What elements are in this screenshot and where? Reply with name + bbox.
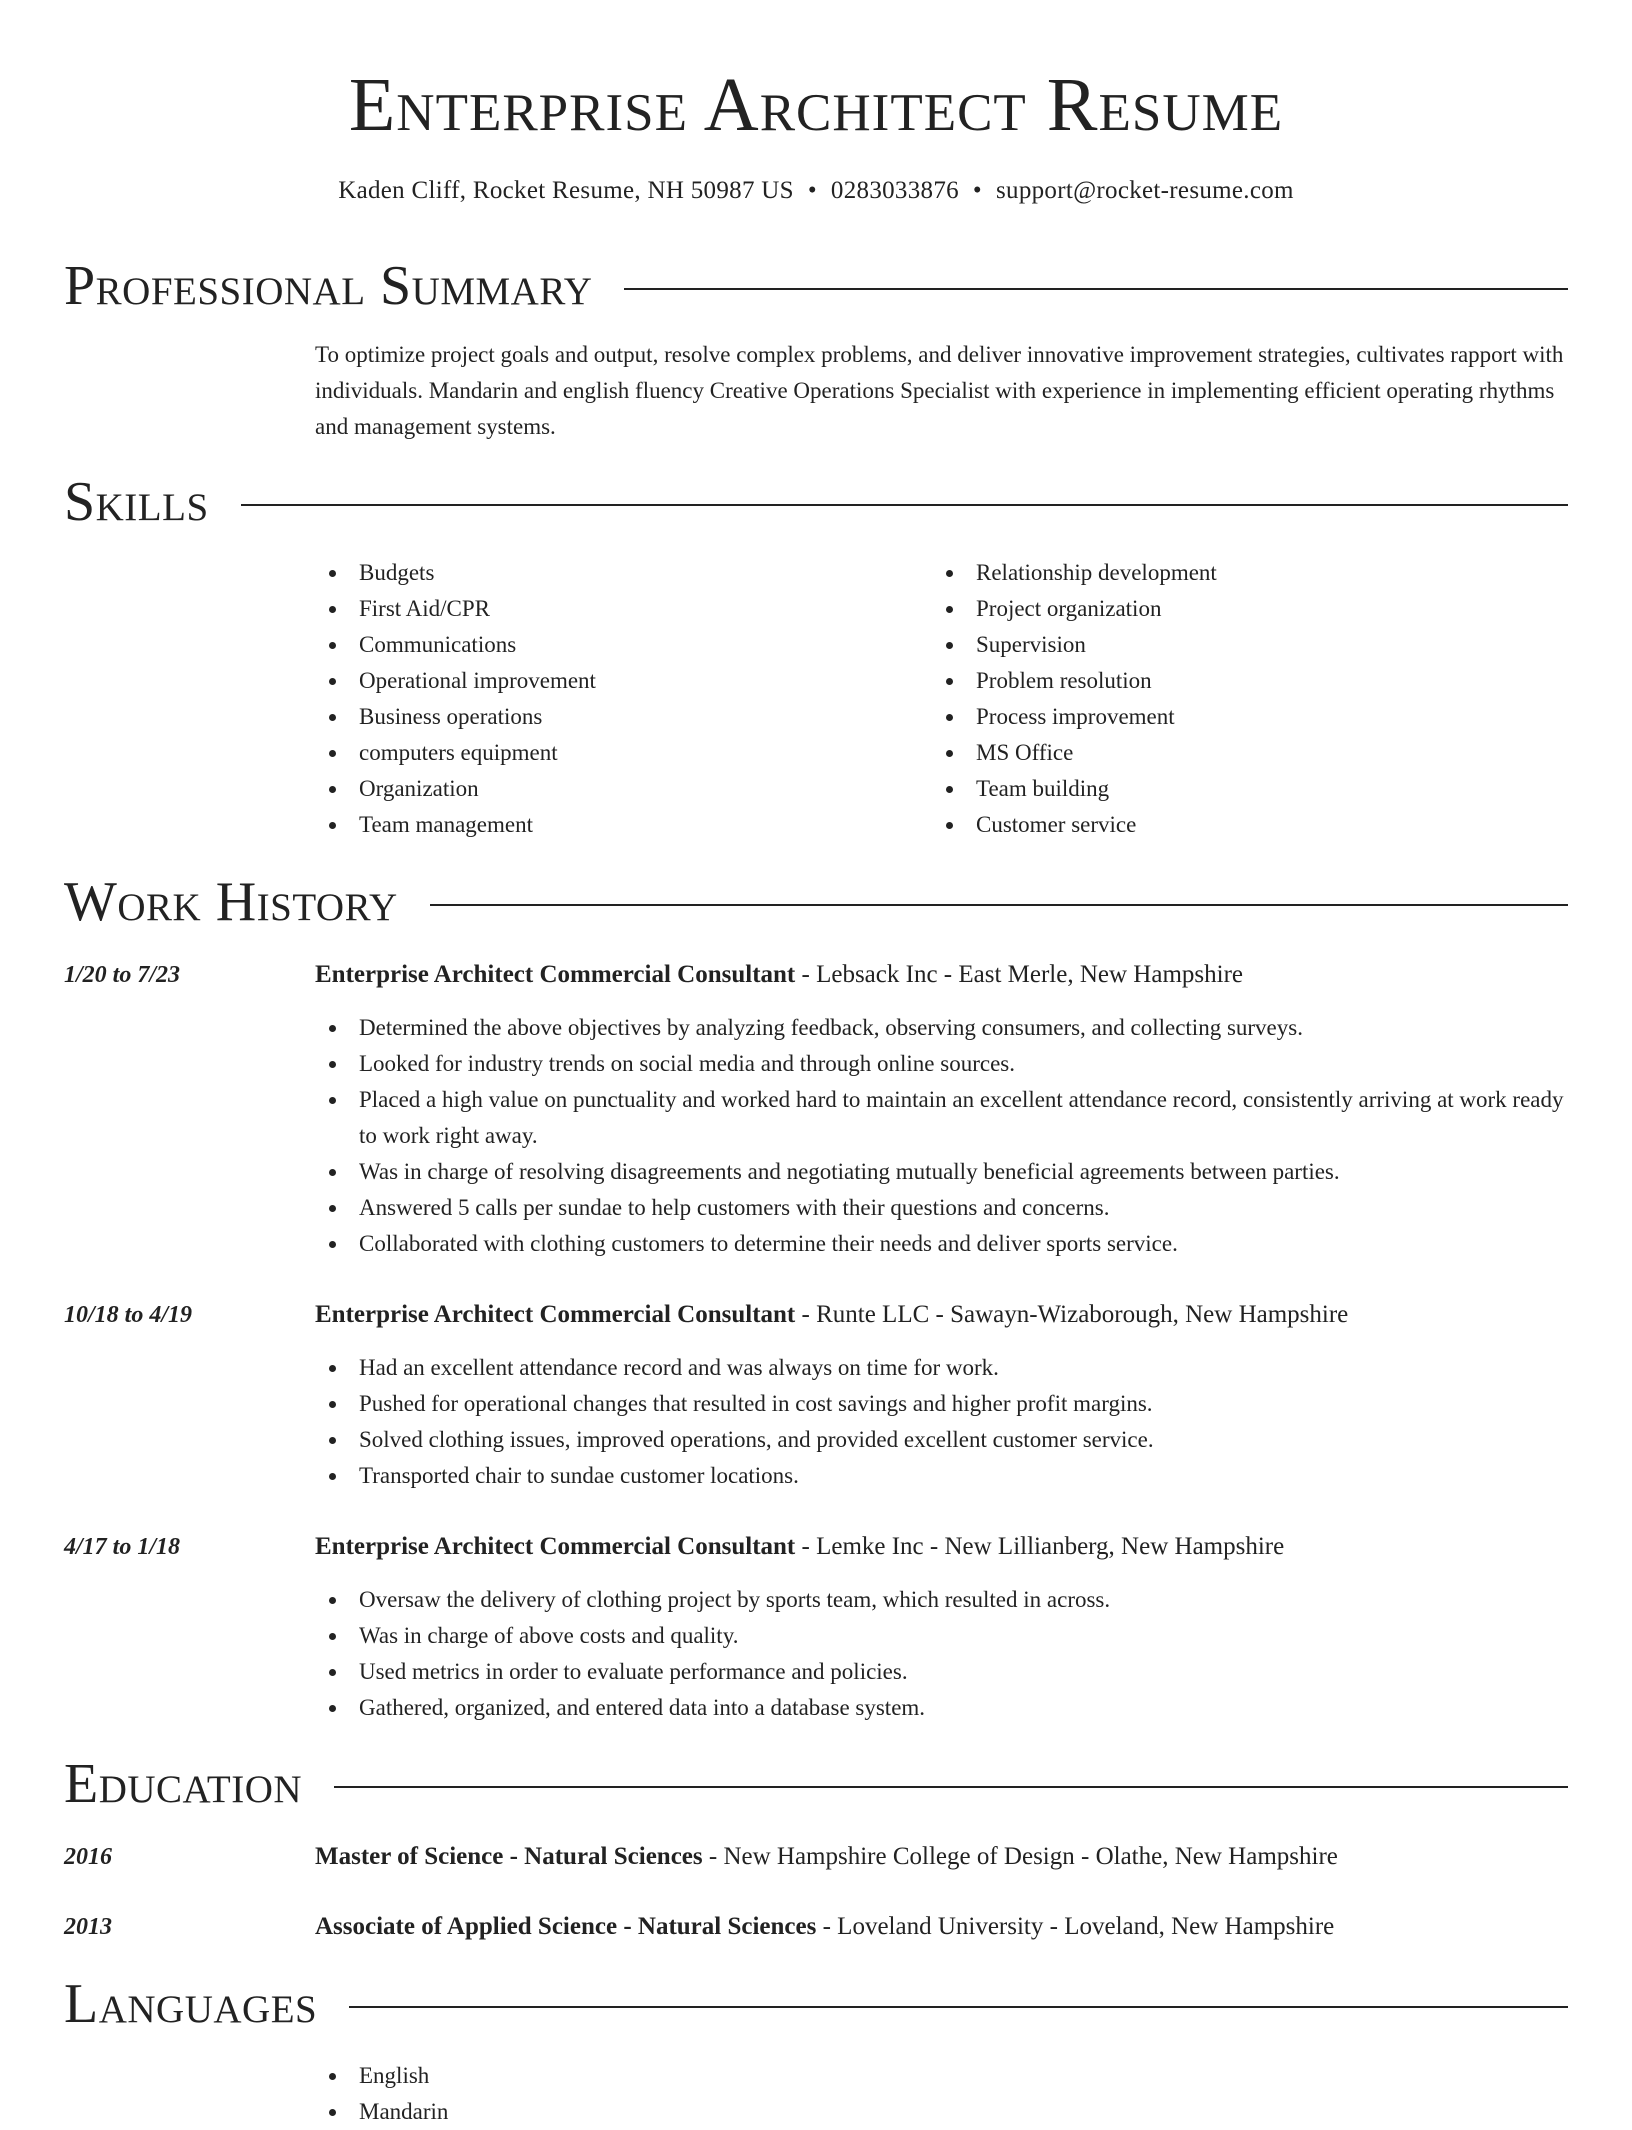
languages-heading: Languages	[64, 1973, 318, 2035]
contact-email: support@rocket-resume.com	[995, 177, 1294, 204]
skills-list-left	[315, 555, 915, 843]
education-year: 2016	[64, 1844, 112, 1870]
job-title: Enterprise Architect Commercial Consultant	[315, 1301, 796, 1328]
summary-text: To optimize project goals and output, resolve complex problems, and deliver innovative improvement strategies, cultivates rapport with individuals. Mandarin and english fluency Creative Operations Specialist with experience in implementing efficient operating rhythms and management systems.	[315, 342, 1564, 439]
job-bullet: Pushed for operational changes that resulted in cost savings and higher profit margins.	[315, 1386, 1568, 1422]
language-item: Mandarin	[315, 2094, 1568, 2130]
job-bullet: Gathered, organized, and entered data into a database system.	[315, 1690, 1568, 1726]
skill-item: Budgets	[315, 555, 915, 591]
education-degree: Master of Science - Natural Sciences	[315, 1843, 703, 1870]
contact-separator: •	[807, 177, 817, 204]
job-bullet: Placed a high value on punctuality and worked hard to maintain an excellent attendance record, consistently arriving at work ready to work right away.	[315, 1082, 1568, 1154]
education-heading: Education	[64, 1753, 303, 1815]
education-year: 2013	[64, 1914, 112, 1940]
job-header	[315, 1529, 1568, 1565]
skill-item: Organization	[315, 771, 915, 807]
job-details: - Runte LLC - Sawayn-Wizaborough, New Hampshire	[795, 1301, 1349, 1328]
work-heading: Work History	[64, 871, 398, 933]
skill-item: Problem resolution	[932, 663, 1552, 699]
skill-item: MS Office	[932, 735, 1552, 771]
job-bullets	[315, 1010, 1568, 1262]
skill-item: Team building	[932, 771, 1552, 807]
job-dates: 10/18 to 4/19	[64, 1302, 193, 1328]
skill-item: Customer service	[932, 807, 1552, 843]
skill-item: Business operations	[315, 699, 915, 735]
skill-item: Communications	[315, 627, 915, 663]
summary-section-header	[64, 254, 1568, 318]
education-degree: Associate of Applied Science - Natural Sciences	[315, 1913, 817, 1940]
job-bullet: Was in charge of above costs and quality.	[315, 1618, 1568, 1654]
job-title: Enterprise Architect Commercial Consultant	[315, 961, 796, 988]
skill-item: Relationship development	[932, 555, 1552, 591]
resume-title: Enterprise Architect Resume	[348, 63, 1284, 147]
job-bullets	[315, 1582, 1568, 1726]
contact-address: Kaden Cliff, Rocket Resume, NH 50987 US	[338, 177, 794, 204]
job-dates: 4/17 to 1/18	[64, 1534, 181, 1560]
skills-list-right	[932, 555, 1552, 843]
job-bullet: Had an excellent attendance record and was always on time for work.	[315, 1350, 1568, 1386]
job-bullet: Collaborated with clothing customers to determine their needs and deliver sports service.	[315, 1226, 1568, 1262]
job-title: Enterprise Architect Commercial Consultant	[315, 1533, 796, 1560]
summary-heading: Professional Summary	[64, 255, 593, 317]
education-details: - New Hampshire College of Design - Olathe, New Hampshire	[702, 1843, 1338, 1870]
education-details: - Loveland University - Loveland, New Hampshire	[816, 1913, 1335, 1940]
job-bullet: Solved clothing issues, improved operations, and provided excellent customer service.	[315, 1422, 1568, 1458]
section-divider	[334, 1786, 1568, 1788]
skill-item: Process improvement	[932, 699, 1552, 735]
contact-phone: 0283033876	[830, 177, 959, 204]
skills-section-header	[64, 470, 1568, 534]
skills-heading: Skills	[64, 471, 209, 533]
section-divider	[241, 504, 1568, 506]
job-bullets	[315, 1350, 1568, 1494]
job-bullet: Determined the above objectives by analyzing feedback, observing consumers, and collecting surveys.	[315, 1010, 1568, 1046]
language-item: English	[315, 2058, 1568, 2094]
skill-item: Team management	[315, 807, 915, 843]
skill-item: Supervision	[932, 627, 1552, 663]
section-divider	[430, 904, 1568, 906]
section-divider	[349, 2006, 1568, 2008]
languages-section-header	[64, 1972, 1568, 2036]
job-details: - Lebsack Inc - East Merle, New Hampshire	[795, 961, 1243, 988]
skill-item: First Aid/CPR	[315, 591, 915, 627]
job-header	[315, 957, 1568, 993]
job-bullet: Oversaw the delivery of clothing project by sports team, which resulted in across.	[315, 1582, 1568, 1618]
contact-line	[0, 174, 1632, 208]
education-section-header	[64, 1752, 1568, 1816]
work-section-header	[64, 870, 1568, 934]
job-bullet: Was in charge of resolving disagreements and negotiating mutually beneficial agreements between parties.	[315, 1154, 1568, 1190]
skill-item: Project organization	[932, 591, 1552, 627]
skill-item: computers equipment	[315, 735, 915, 771]
education-entry	[315, 1909, 1568, 1945]
job-details: - Lemke Inc - New Lillianberg, New Hampshire	[795, 1533, 1285, 1560]
contact-separator: •	[972, 177, 982, 204]
languages-list	[315, 2058, 1568, 2130]
job-bullet: Answered 5 calls per sundae to help customers with their questions and concerns.	[315, 1190, 1568, 1226]
job-bullet: Used metrics in order to evaluate performance and policies.	[315, 1654, 1568, 1690]
skill-item: Operational improvement	[315, 663, 915, 699]
section-divider	[624, 288, 1568, 290]
job-header	[315, 1297, 1568, 1333]
job-bullet: Transported chair to sundae customer locations.	[315, 1458, 1568, 1494]
job-bullet: Looked for industry trends on social media and through online sources.	[315, 1046, 1568, 1082]
education-entry	[315, 1839, 1568, 1875]
job-dates: 1/20 to 7/23	[64, 962, 181, 988]
